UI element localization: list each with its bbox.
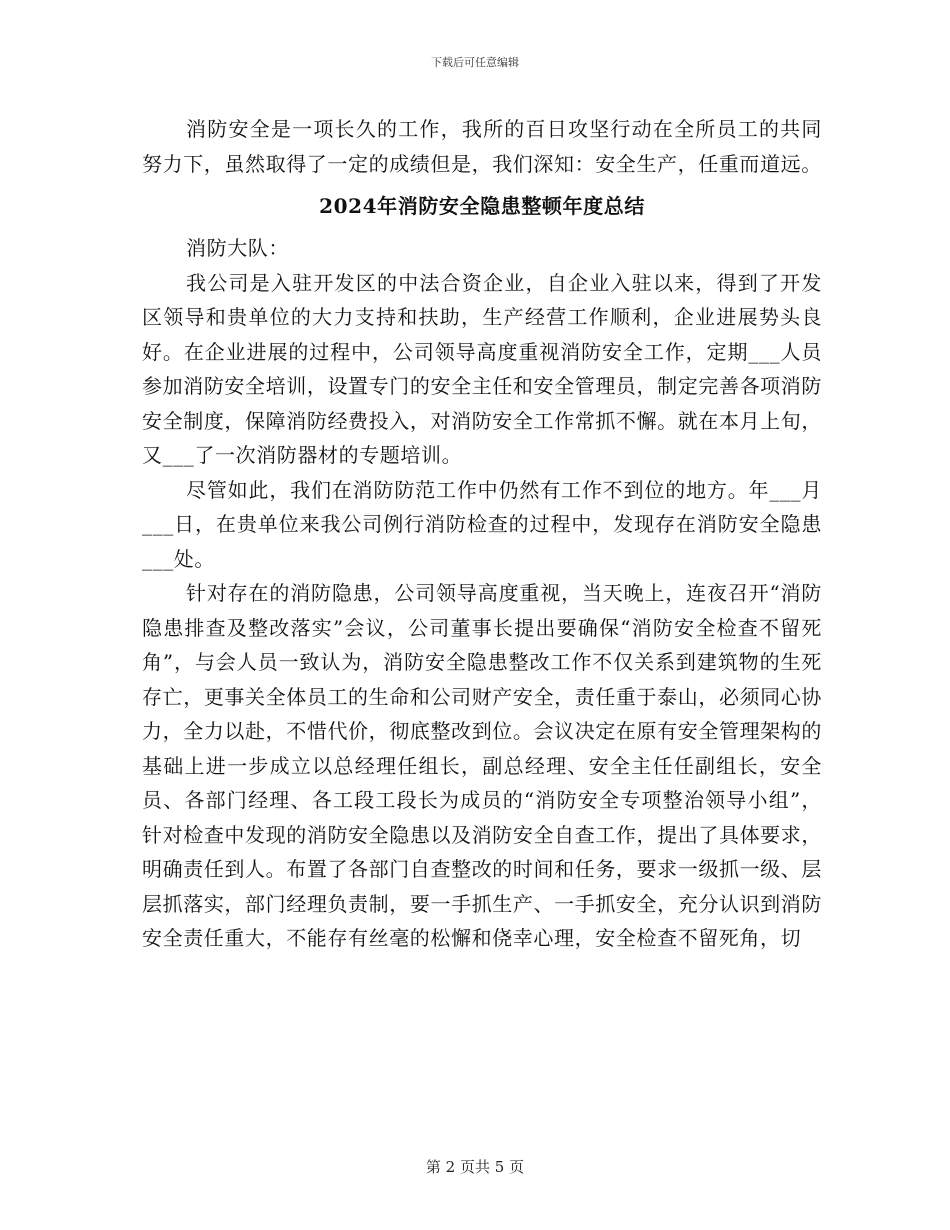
body-paragraph-1: 我公司是入驻开发区的中法合资企业，自企业入驻以来，得到了开发区领导和贵单位的大力支持和扶助，生产经营工作顺利，企业进展势头良好。在企业进展的过程中，公司领导高度重视消防安全工作，定期___人员参加消防安全培训，设置专门的安全主任和安全管理员，制定完善各项消防安全制度，保障消防经费投入，对消防安全工作常抓不懈。就在本月上旬，又___了一次消防器材的专题培训。 (142, 270, 822, 467)
body-paragraph-2: 尽管如此，我们在消防防范工作中仍然有工作不到位的地方。年___月___日，在贵单位来我公司例行消防检查的过程中，发现存在消防安全隐患___处。 (142, 477, 822, 571)
page-header: 下载后可任意编辑 (431, 56, 519, 69)
document-title: 2024年消防安全隐患整顿年度总结 (319, 194, 645, 218)
page-footer: 第 2 页共 5 页 (425, 1158, 525, 1176)
document-body (142, 112, 822, 956)
body-paragraph-3: 针对存在的消防隐患，公司领导高度重视，当天晚上，连夜召开“消防隐患排查及整改落实”会议，公司董事长提出要确保“消防安全检查不留死角”，与会人员一致认为，消防安全隐患整改工作不仅关系到建筑物的生死存亡，更事关全体员工的生命和公司财产安全，责任重于泰山，必须同心协力，全力以赴，不惜代价，彻底整改到位。会议决定在原有安全管理架构的基础上进一步成立以总经理任组长，副总经理、安全主任任副组长，安全员、各部门经理、各工段工段长为成员的“消防安全专项整治领导小组”，针对检查中发现的消防安全隐患以及消防安全自查工作，提出了具体要求，明确责任到人。布置了各部门自查整改的时间和任务，要求一级抓一级、层层抓落实，部门经理负责制，要一手抓生产、一手抓安全，充分认识到消防安全责任重大，不能存有丝毫的松懈和侥幸心理，安全检查不留死角，切 (142, 581, 822, 950)
intro-paragraph: 消防安全是一项长久的工作，我所的百日攻坚行动在全所员工的共同努力下，虽然取得了一定的成绩但是，我们深知：安全生产，任重而道远。 (142, 117, 822, 176)
salutation: 消防大队： (186, 236, 289, 260)
